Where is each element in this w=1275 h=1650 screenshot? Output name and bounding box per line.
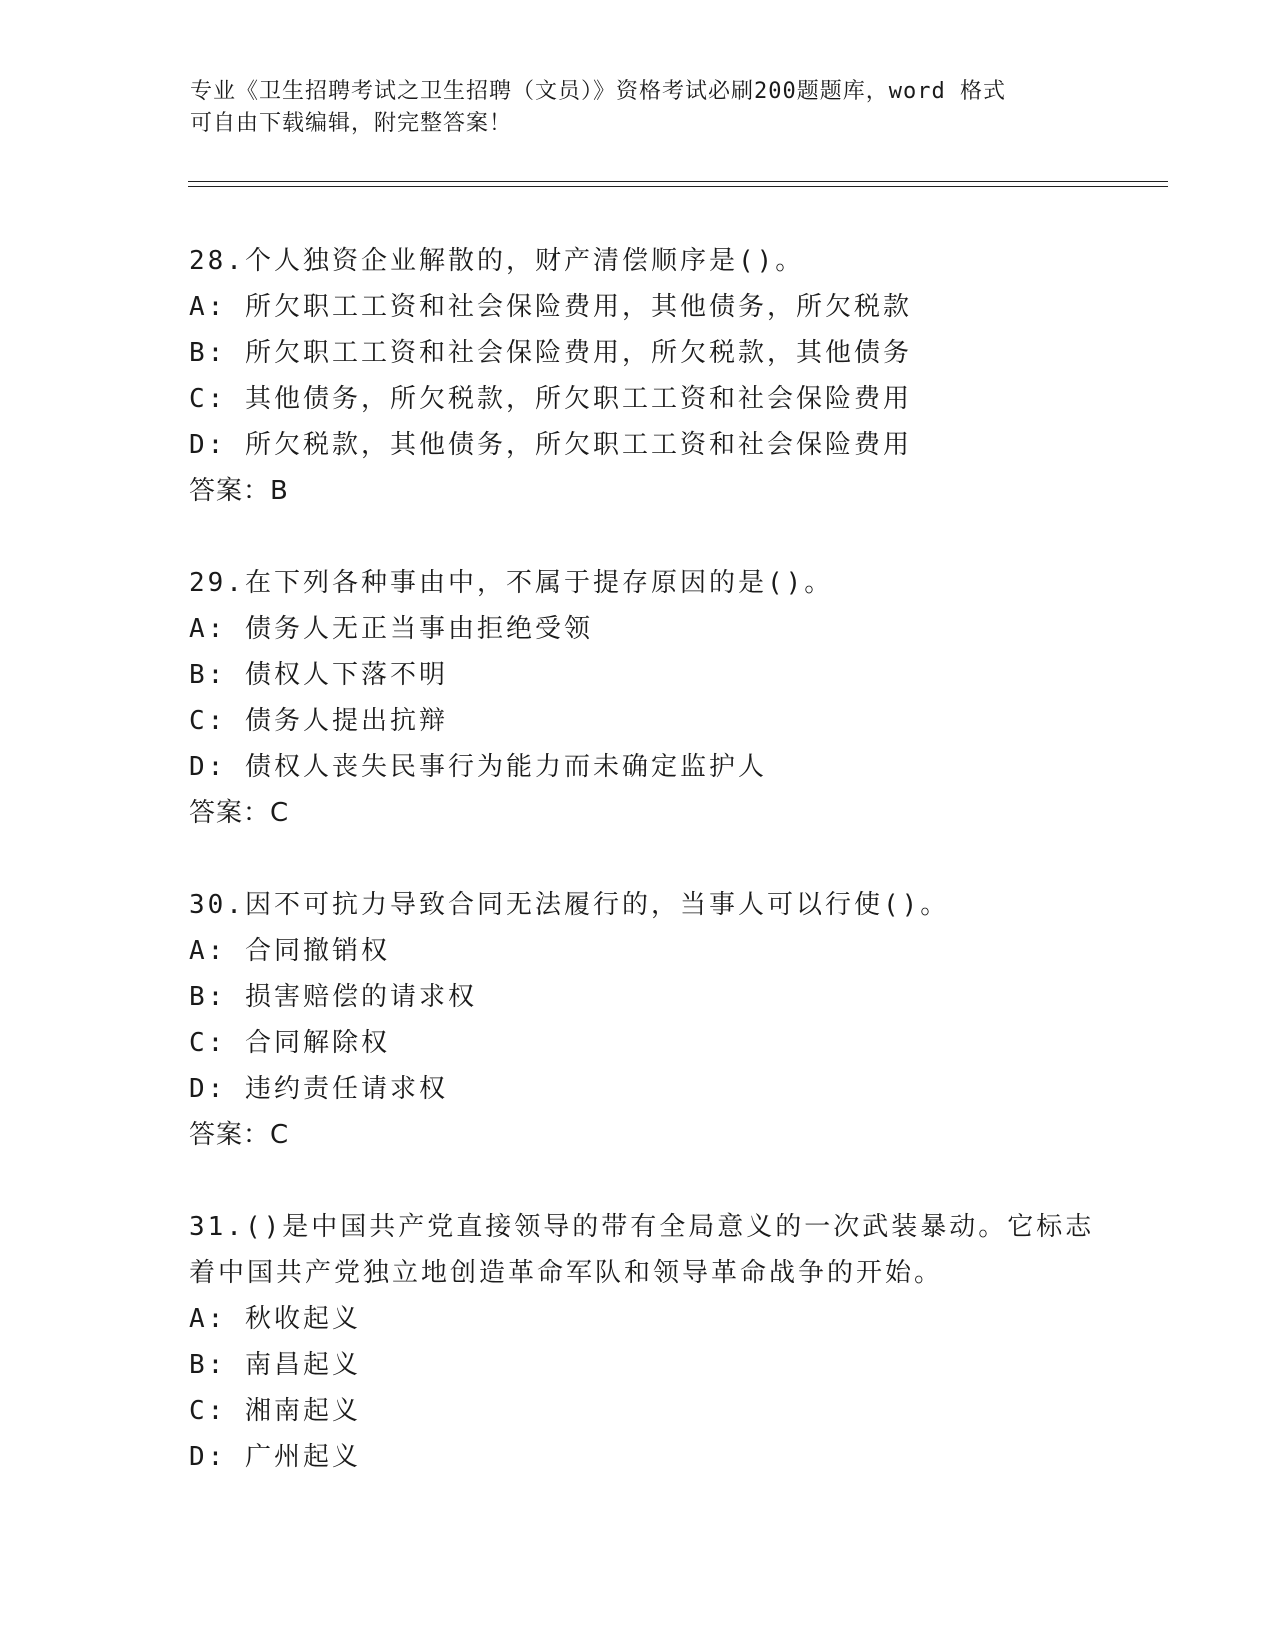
option-d: D: 广州起义 (189, 1442, 361, 1472)
option-c: C: 债务人提出抗辩 (189, 706, 448, 736)
question-31 (189, 1204, 1095, 1480)
question-28 (189, 238, 1089, 514)
document-header (190, 76, 1090, 140)
option-d: D: 债权人丧失民事行为能力而未确定监护人 (189, 752, 767, 782)
option-a: A: 秋收起义 (189, 1304, 361, 1334)
option-d: D: 违约责任请求权 (189, 1074, 448, 1104)
question-list (189, 238, 1095, 1526)
question-stem: 28.个人独资企业解散的，财产清偿顺序是()。 (189, 246, 805, 276)
header-divider-top (188, 181, 1168, 182)
question-stem: 30.因不可抗力导致合同无法履行的，当事人可以行使()。 (189, 890, 950, 920)
option-d: D: 所欠税款，其他债务，所欠职工工资和社会保险费用 (189, 430, 912, 460)
header-divider-bottom (188, 186, 1168, 187)
option-b: B: 南昌起义 (189, 1350, 361, 1380)
answer-label: 答案：C (189, 798, 290, 828)
header-title-line-1: 专业《卫生招聘考试之卫生招聘（文员）》资格考试必刷200题题库，word 格式 (190, 79, 1006, 104)
option-a: A: 所欠职工工资和社会保险费用，其他债务，所欠税款 (189, 292, 912, 322)
question-29 (189, 560, 1089, 836)
option-b: B: 损害赔偿的请求权 (189, 982, 477, 1012)
option-c: C: 其他债务，所欠税款，所欠职工工资和社会保险费用 (189, 384, 912, 414)
option-c: C: 合同解除权 (189, 1028, 390, 1058)
question-stem-continued: 着中国共产党独立地创造革命军队和领导革命战争的开始。 (189, 1258, 944, 1288)
option-c: C: 湘南起义 (189, 1396, 361, 1426)
answer-label: 答案：C (189, 1120, 290, 1150)
option-a: A: 债务人无正当事由拒绝受领 (189, 614, 593, 644)
option-b: B: 所欠职工工资和社会保险费用，所欠税款，其他债务 (189, 338, 912, 368)
question-stem: 29.在下列各种事由中，不属于提存原因的是()。 (189, 568, 834, 598)
header-title-line-2: 可自由下载编辑，附完整答案！ (190, 111, 513, 136)
question-30 (189, 882, 1089, 1158)
question-stem: 31.()是中国共产党直接领导的带有全局意义的一次武装暴动。它标志 (189, 1212, 1095, 1242)
option-b: B: 债权人下落不明 (189, 660, 448, 690)
option-a: A: 合同撤销权 (189, 936, 390, 966)
answer-label: 答案：B (189, 476, 289, 506)
